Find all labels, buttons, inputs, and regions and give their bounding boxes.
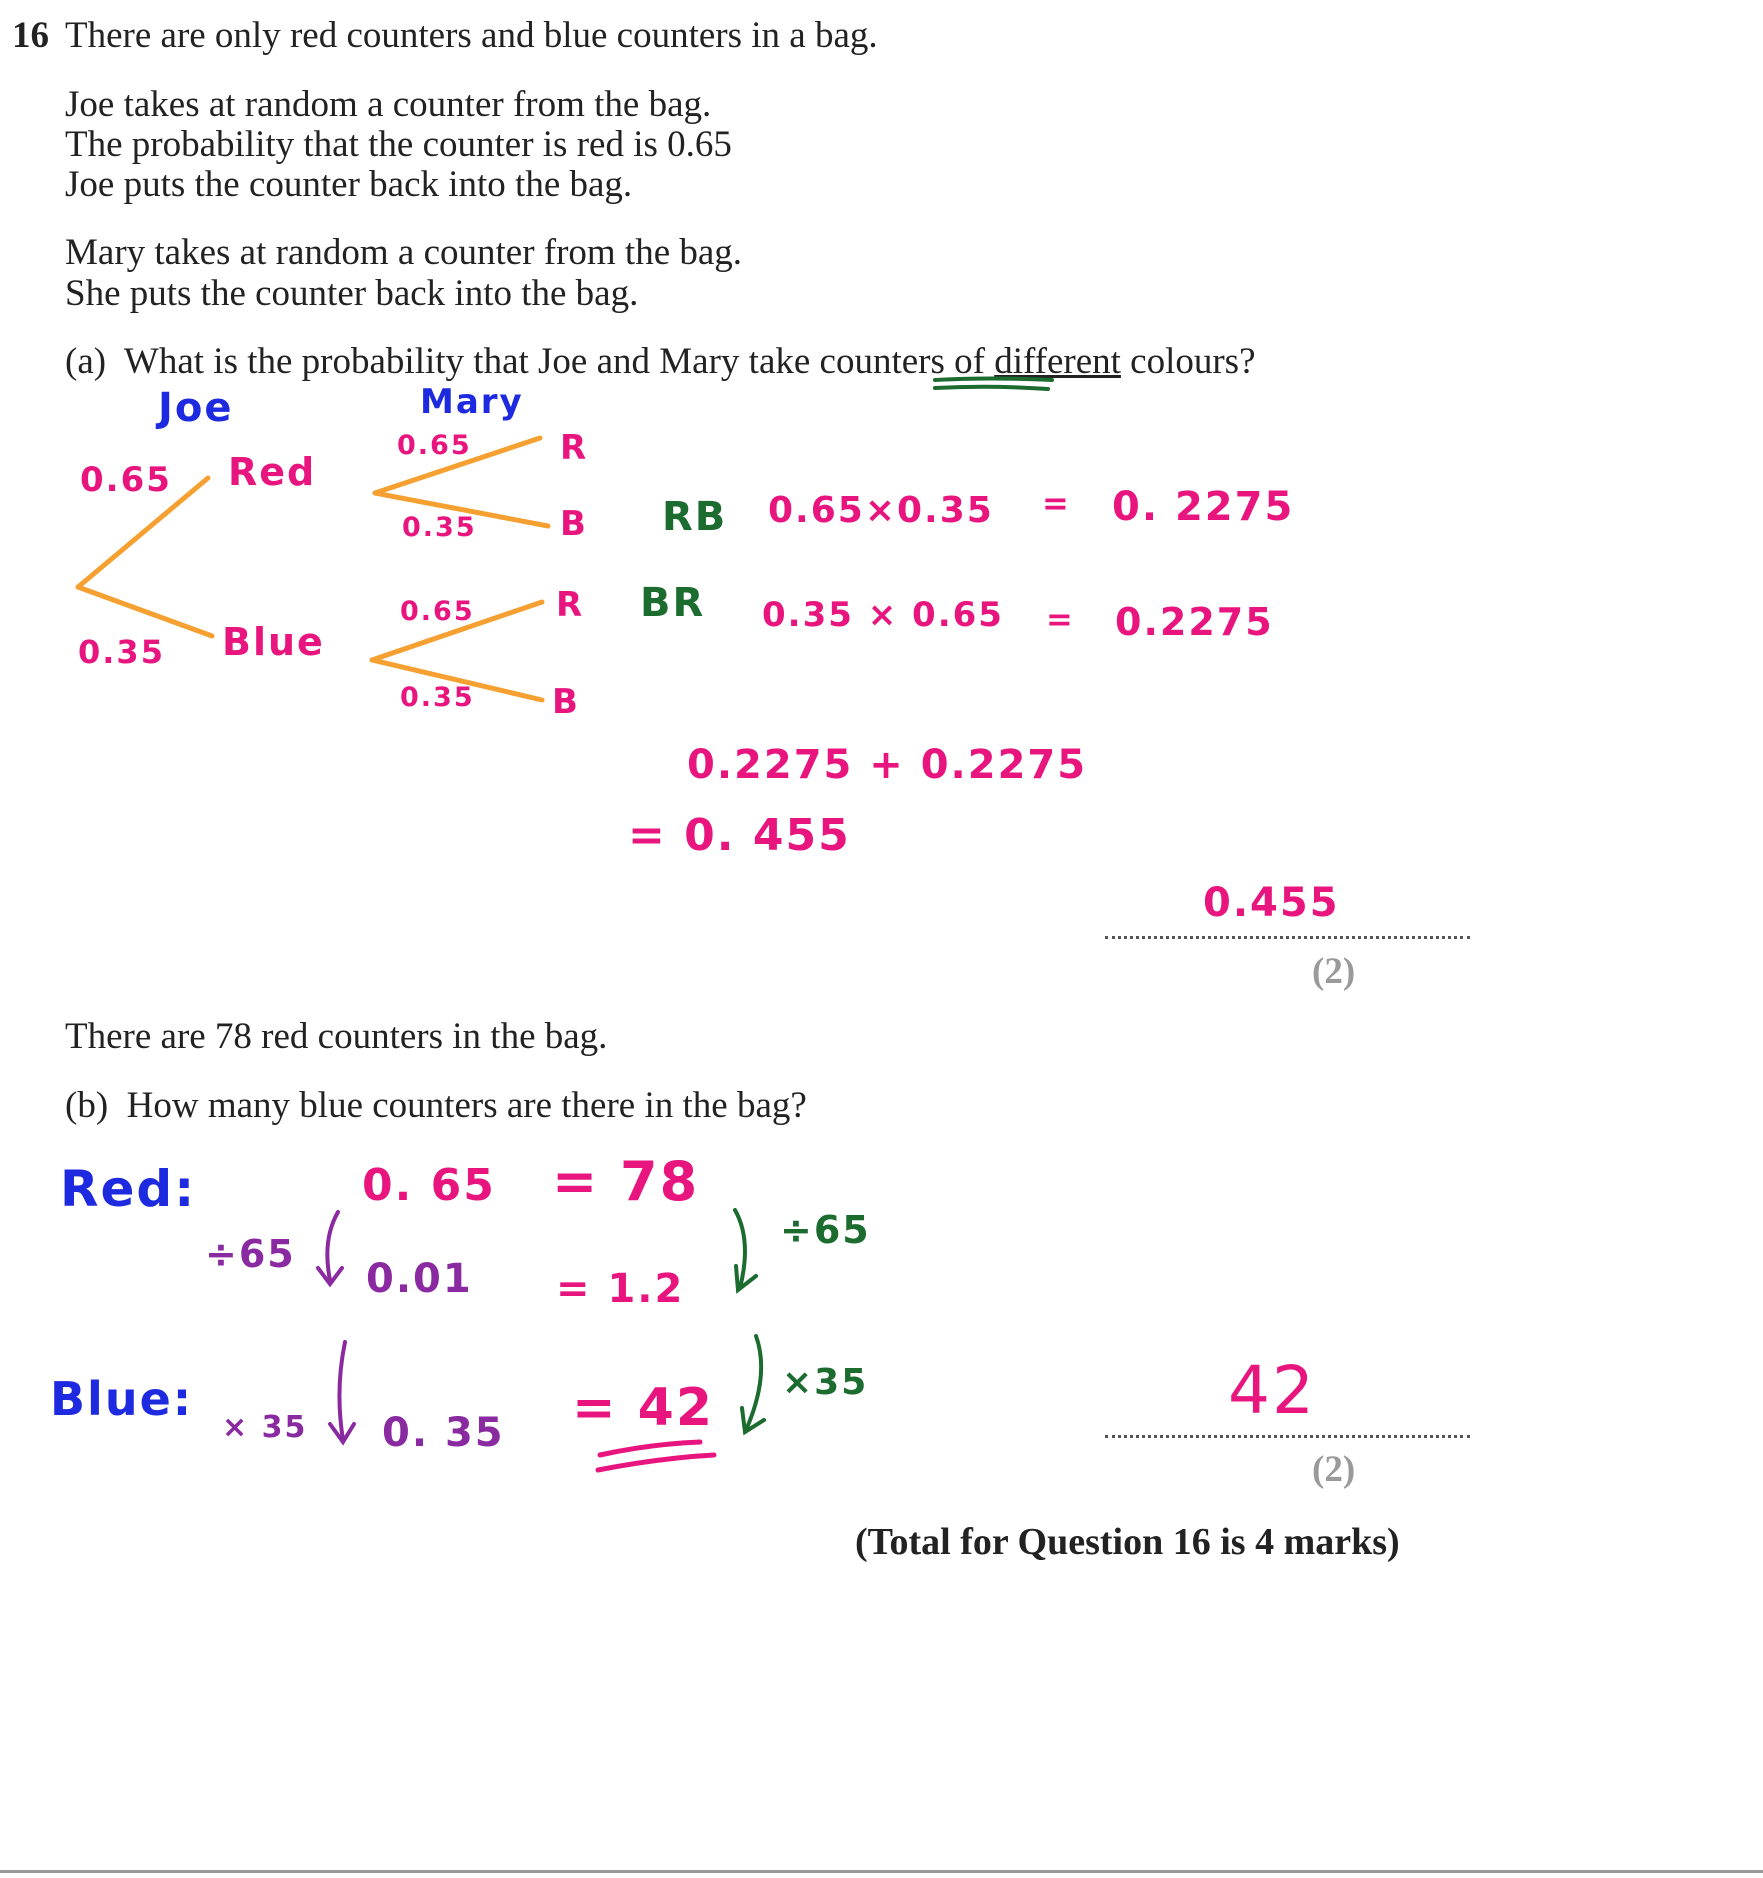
- arrow-multiply-right: [746, 1336, 761, 1430]
- mary-red-after-red-label: R: [560, 428, 589, 468]
- answer-b: 42: [1228, 1352, 1316, 1429]
- br-label: BR: [640, 580, 706, 626]
- joe-heading: Joe: [158, 385, 234, 431]
- answer-42-underline: [598, 1442, 714, 1470]
- red-heading: Red:: [60, 1160, 197, 1218]
- para1-line3: Joe puts the counter back into the bag.: [65, 164, 633, 205]
- para1-line2: The probability that the counter is red is 0.65: [65, 124, 732, 165]
- blue-heading: Blue:: [50, 1372, 194, 1426]
- part-b-text: How many blue counters are there in the bag?: [126, 1085, 807, 1126]
- one-percent-count: = 1.2: [556, 1266, 685, 1312]
- mary-blue-after-red-label: B: [560, 504, 588, 544]
- sum-result: = 0. 455: [628, 810, 851, 861]
- mary-red-after-blue-prob: 0.65: [400, 596, 475, 627]
- part-a-marks: (2): [1312, 951, 1356, 992]
- arrow-divide-right-head: [736, 1266, 756, 1290]
- part-a-text-after: colours?: [1120, 341, 1256, 382]
- multiply-35-left: × 35: [222, 1410, 308, 1445]
- joe-blue-label: Blue: [222, 620, 325, 664]
- blue-count: = 42: [572, 1378, 715, 1438]
- purple-arrows: [318, 1212, 354, 1442]
- arrow-divide-left: [327, 1212, 338, 1280]
- part-a-emphasis: different: [994, 341, 1121, 382]
- answer-a: 0.455: [1203, 880, 1340, 926]
- part-b-label: (b): [65, 1085, 109, 1126]
- mary-red-after-red-prob: 0.65: [397, 430, 472, 461]
- br-calculation: 0.35 × 0.65: [762, 595, 1004, 635]
- joe-blue-probability: 0.35: [78, 633, 165, 671]
- green-arrows: [735, 1210, 764, 1432]
- blue-probability: 0. 35: [382, 1410, 505, 1456]
- rb-calculation: 0.65×0.35: [768, 490, 994, 531]
- br-equals: =: [1046, 600, 1075, 638]
- part-a-label: (a): [65, 341, 107, 382]
- divide-65-left: ÷65: [205, 1232, 296, 1276]
- one-percent-probability: 0.01: [366, 1256, 473, 1302]
- different-underline: [935, 379, 1052, 390]
- part-a-text-before: What is the probability that Joe and Mary take counters of: [123, 341, 995, 382]
- br-result: 0.2275: [1115, 600, 1274, 644]
- arrow-multiply-left: [339, 1342, 345, 1440]
- para2-line2: She puts the counter back into the bag.: [65, 273, 639, 314]
- total-marks: (Total for Question 16 is 4 marks): [855, 1521, 1400, 1563]
- mary-blue-after-blue-label: B: [552, 682, 580, 722]
- tree-branch-joe-blue: [78, 587, 212, 636]
- sum-expression: 0.2275 + 0.2275: [687, 742, 1088, 788]
- joe-red-label: Red: [228, 450, 317, 494]
- para1-line1: Joe takes at random a counter from the bag.: [65, 84, 712, 125]
- question-intro: There are only red counters and blue counters in a bag.: [65, 15, 878, 56]
- mary-blue-after-red-prob: 0.35: [402, 512, 477, 543]
- mary-blue-after-blue-prob: 0.35: [400, 682, 475, 713]
- question-number: 16: [12, 15, 49, 56]
- multiply-35-right: ×35: [782, 1362, 869, 1403]
- mary-red-after-blue-label: R: [556, 585, 585, 625]
- rb-equals: =: [1042, 484, 1071, 522]
- part-b-marks: (2): [1312, 1449, 1356, 1490]
- rb-result: 0. 2275: [1112, 484, 1295, 530]
- para2-line1: Mary takes at random a counter from the bag.: [65, 232, 743, 273]
- red-probability: 0. 65: [362, 1160, 496, 1211]
- red-count: = 78: [552, 1150, 700, 1213]
- divide-65-right: ÷65: [780, 1208, 871, 1252]
- part-b-intro: There are 78 red counters in the bag.: [65, 1016, 608, 1057]
- rb-label: RB: [662, 494, 728, 540]
- mary-heading: Mary: [420, 382, 524, 422]
- joe-red-probability: 0.65: [80, 460, 172, 500]
